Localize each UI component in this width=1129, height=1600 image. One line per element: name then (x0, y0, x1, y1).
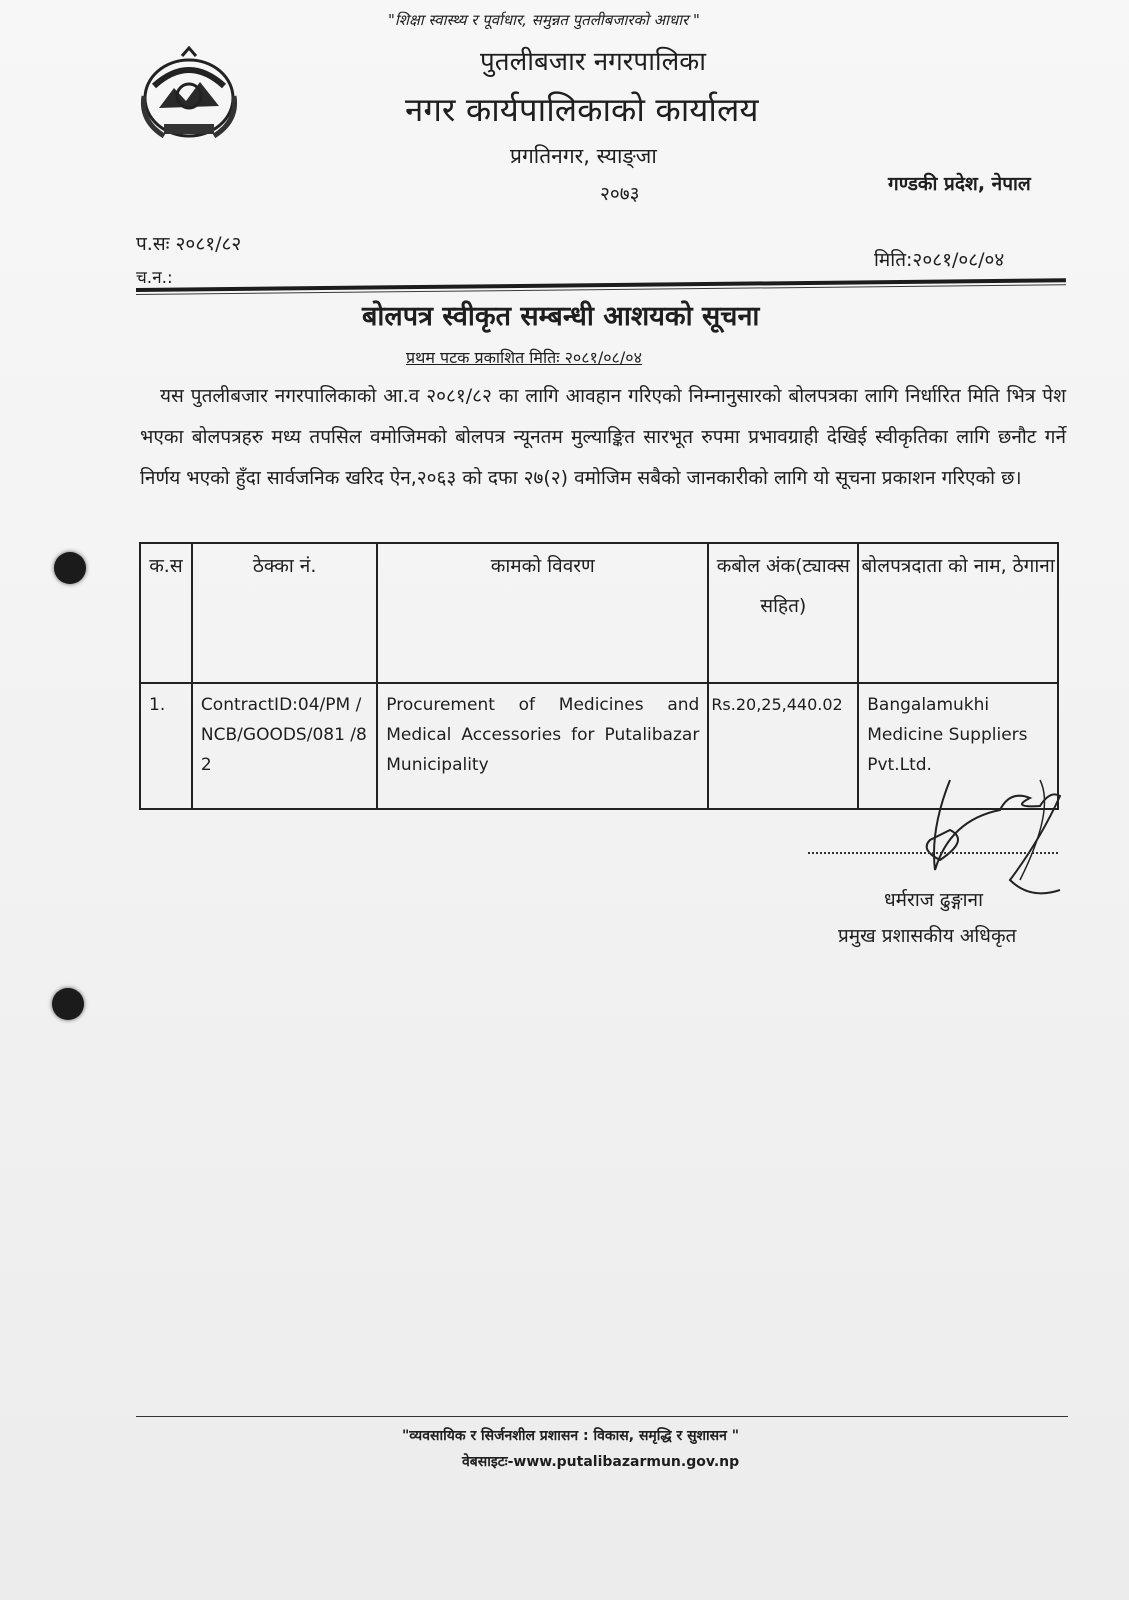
col-header-contract: ठेक्का नं. (192, 543, 377, 683)
reference-number: प.सः २०८१/८२ (136, 233, 242, 255)
punch-hole-bottom (52, 988, 84, 1020)
signatory-title: प्रमुख प्रशासकीय अधिकृत (838, 925, 1017, 947)
cell-amount: Rs.20,25,440.02 (708, 683, 858, 809)
cell-contract: ContractID:04/PM /NCB/GOODS/081 /82 (192, 683, 377, 809)
notice-body (140, 376, 1066, 499)
notice-body-text: यस पुतलीबजार नगरपालिकाको आ.व २०८१/८२ का लागि आवहान गरिएको निम्नानुसारको बोलपत्रका लागि निर्धारित मिति भित्र पेश भएका बोलपत्रहरु मध्य तपसिल वमोजिमको बोलपत्र न्यूनतम मुल्याङ्कित सारभूत रुपमा प्रभावग्राही देखिई स्वीकृतिका लागि छनौट गर्ने निर्णय भएको हुँदा सार्वजनिक खरिद ऐन,२०६३ को दफा २७(२) वमोजिम सबैको जानकारीको लागि यो सूचना प्रकाशन गरिएको छ। (140, 385, 1066, 489)
col-header-bidder: बोलपत्रदाता को नाम, ठेगाना (858, 543, 1058, 683)
province-label: गण्डकी प्रदेश, नेपाल (888, 173, 1031, 195)
office-address: प्रगतिनगर, स्याङ्जा (510, 144, 657, 168)
established-year: २०७३ (600, 183, 640, 205)
cell-bidder: Bangalamukhi Medicine Suppliers Pvt.Ltd. (858, 683, 1058, 809)
publication-date: प्रथम पटक प्रकाशित मितिः २०८१/०८/०४ (406, 348, 642, 367)
table-header-row (140, 543, 1058, 683)
notice-date: मिति:२०८१/०८/०४ (874, 249, 1005, 271)
footer-motto: "व्यवसायिक र सिर्जनशील प्रशासन : विकास, समृद्धि र सुशासन " (402, 1428, 740, 1444)
cell-description: Procurement of Medicines and Medical Accessories for Putalibazar Municipality (377, 683, 708, 809)
footer-divider (136, 1416, 1068, 1417)
col-header-sn: क.स (140, 543, 192, 683)
punch-hole-top (54, 552, 86, 584)
cell-sn: 1. (140, 683, 192, 809)
office-name: नगर कार्यपालिकाको कार्यालय (405, 90, 759, 129)
municipality-name: पुतलीबजार नगरपालिका (480, 47, 706, 77)
header-motto: "शिक्षा स्वास्थ्य र पूर्वाधार, समुन्नत पुतलीबजारको आधार " (388, 11, 700, 29)
dispatch-number: च.न.: (136, 268, 173, 288)
footer-website: वेबसाइटः-www.putalibazarmun.gov.np (462, 1454, 740, 1470)
col-header-amount: कबोल अंक(ट्याक्स सहित) (708, 543, 858, 683)
col-header-description: कामको विवरण (377, 543, 708, 683)
municipality-emblem-icon (134, 46, 244, 146)
signatory-name: धर्मराज ढुङ्गाना (884, 889, 983, 911)
notice-title: बोलपत्र स्वीकृत सम्बन्धी आशयको सूचना (362, 301, 760, 332)
signature-line (808, 852, 1058, 854)
